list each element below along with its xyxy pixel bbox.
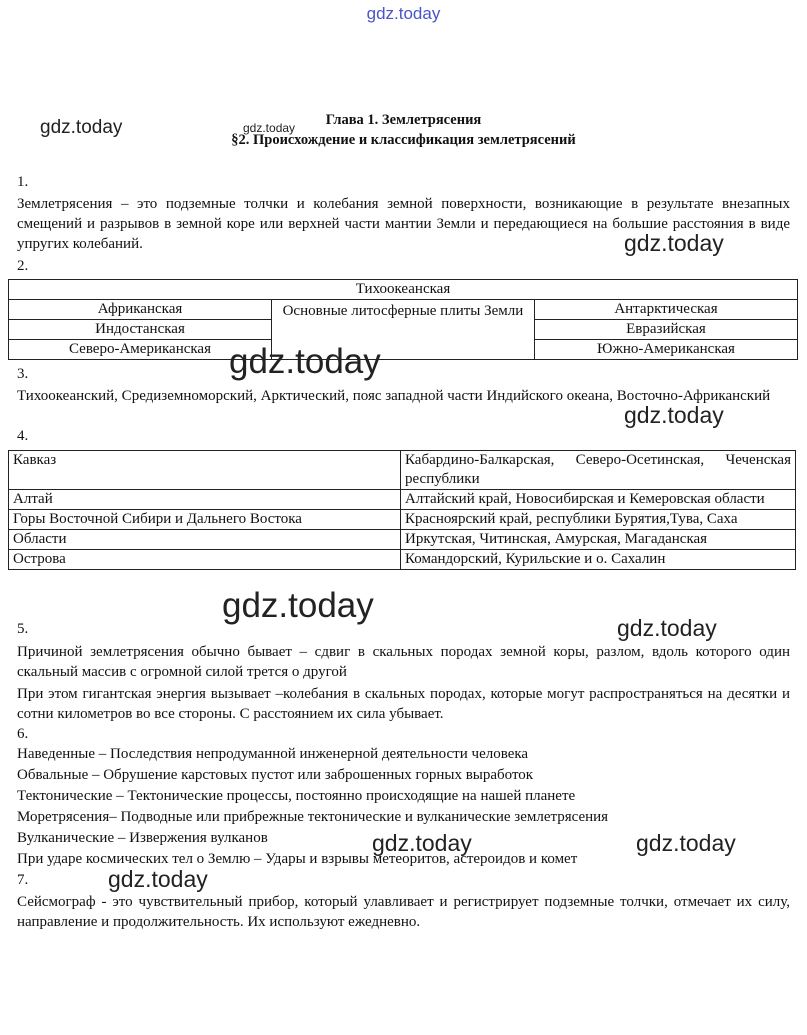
region-cell: Острова <box>9 550 401 570</box>
areas-cell: Иркутская, Читинская, Амурская, Магаданская <box>401 530 796 550</box>
list-item: Тектонические – Тектонические процессы, постоянно происходящие на нашей планете <box>17 788 576 804</box>
q5-paragraph-1: Причиной землетрясения обычно бывает – сдвиг в скальных породах земной коры, разлом, вдоль которого один скальный массив с огромной силой трется о другой <box>17 644 790 680</box>
plate-right-2: Евразийская <box>534 320 797 340</box>
chapter-title: Глава 1. Землетрясения <box>325 112 482 128</box>
q6-number: 6. <box>17 726 29 742</box>
table-row <box>9 550 796 570</box>
list-item: Обвальные – Обрушение карстовых пустот или заброшенных горных выработок <box>17 767 534 783</box>
table-row <box>9 490 796 510</box>
watermark: gdz.today <box>617 615 717 641</box>
watermark: gdz.today <box>243 121 296 135</box>
q3-text: Тихоокеанский, Средиземноморский, Арктический, пояс западной части Индийского океана, Восточно-Африканский <box>17 388 771 404</box>
areas-cell: Красноярский край, республики Бурятия,Тува, Саха <box>401 510 796 530</box>
watermark: gdz.today <box>229 342 381 381</box>
plates-center-label: Основные литосферные плиты Земли <box>271 300 534 360</box>
list-item: Вулканические – Извержения вулканов <box>17 830 268 846</box>
areas-cell: Кабардино-Балкарская, Северо-Осетинская, Чеченская республики <box>401 451 796 490</box>
watermark: gdz.today <box>108 866 208 892</box>
table-row <box>9 451 796 490</box>
watermark-top: gdz.today <box>366 4 441 23</box>
watermark: gdz.today <box>40 117 123 138</box>
q3-number: 3. <box>17 366 29 382</box>
section-title: §2. Происхождение и классификация землетрясений <box>231 132 576 148</box>
q7-number: 7. <box>17 872 29 888</box>
q2-number: 2. <box>17 258 29 274</box>
list-item: Наведенные – Последствия непродуманной инженерной деятельности человека <box>17 746 529 762</box>
regions-table <box>8 450 796 570</box>
q5-number: 5. <box>17 621 29 637</box>
region-cell: Кавказ <box>9 451 401 490</box>
watermark: gdz.today <box>636 830 736 856</box>
list-item: При ударе космических тел о Землю – Удары и взрывы метеоритов, астероидов и комет <box>17 851 578 867</box>
table-row <box>9 530 796 550</box>
q1-number: 1. <box>17 174 29 190</box>
table-row <box>9 510 796 530</box>
plates-table <box>8 279 798 360</box>
plate-top: Тихоокеанская <box>9 280 798 300</box>
q7-text: Сейсмограф - это чувствительный прибор, который улавливает и регистрирует подземные толчки, отмечает их силу, направление и продолжительность. Их используют ежедневно. <box>17 894 790 930</box>
watermark: gdz.today <box>222 586 374 625</box>
watermark: gdz.today <box>624 230 724 256</box>
q5-paragraph-2: При этом гигантская энергия вызывает –колебания в скальных породах, которые могут распространяться на десятки и сотни километров во все стороны. С расстоянием их сила убывает. <box>17 686 790 722</box>
region-cell: Области <box>9 530 401 550</box>
q4-number: 4. <box>17 428 29 444</box>
plate-left-2: Индостанская <box>9 320 272 340</box>
q1-text: Землетрясения – это подземные толчки и колебания земной поверхности, возникающие в результате внезапных смещений и разрывов в земной коре или верхней части мантии Земли и передающиеся на большие расстояния в виде упругих колебаний. <box>17 196 790 252</box>
watermark: gdz.today <box>372 830 472 856</box>
plate-left-1: Африканская <box>9 300 272 320</box>
list-item: Моретрясения– Подводные или прибрежные тектонические и вулканические землетрясения <box>17 809 609 825</box>
plate-right-1: Антарктическая <box>534 300 797 320</box>
region-cell: Горы Восточной Сибири и Дальнего Востока <box>9 510 401 530</box>
plate-left-3: Северо-Американская <box>9 340 272 360</box>
areas-cell: Алтайский край, Новосибирская и Кемеровская области <box>401 490 796 510</box>
watermark: gdz.today <box>624 402 724 428</box>
plate-right-3: Южно-Американская <box>534 340 797 360</box>
region-cell: Алтай <box>9 490 401 510</box>
areas-cell: Командорский, Курильские и о. Сахалин <box>401 550 796 570</box>
